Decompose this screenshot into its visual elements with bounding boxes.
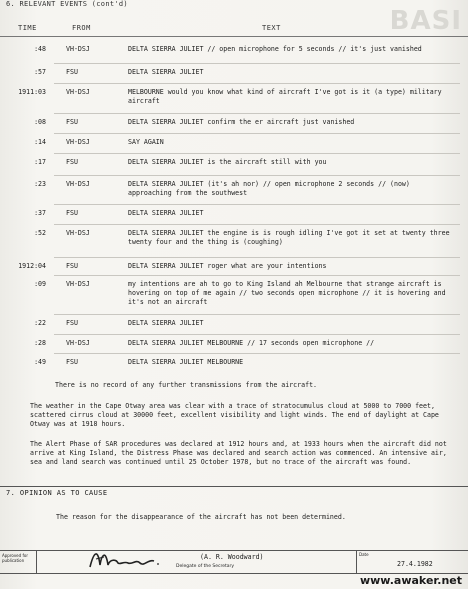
- row-divider: [54, 63, 460, 64]
- column-header-text: TEXT: [262, 24, 281, 32]
- event-from: FSU: [66, 262, 78, 270]
- event-text: DELTA SIERRA JULIET roger what are your intentions: [128, 262, 327, 270]
- event-time: :37: [34, 209, 46, 217]
- event-text: DELTA SIERRA JULIET confirm the er aircraft just vanished: [128, 118, 355, 126]
- row-divider: [54, 133, 460, 134]
- row-divider: [54, 153, 460, 154]
- event-from: FSU: [66, 118, 78, 126]
- signatory-name: (A. R. Woodward): [200, 553, 264, 561]
- date-box: [356, 551, 468, 573]
- event-text: DELTA SIERRA JULIET: [128, 209, 204, 217]
- event-from: FSU: [66, 209, 78, 217]
- event-time: 1912:04: [18, 262, 46, 270]
- event-time: :08: [34, 118, 46, 126]
- handwritten-signature: [86, 545, 166, 579]
- section-7-title: 7. OPINION AS TO CAUSE: [6, 489, 108, 497]
- row-divider: [54, 353, 460, 354]
- event-time: :22: [34, 319, 46, 327]
- event-time: :48: [34, 45, 46, 53]
- event-from: VH-DSJ: [66, 138, 90, 146]
- row-divider: [54, 334, 460, 335]
- row-divider: [54, 113, 460, 114]
- event-from: FSU: [66, 68, 78, 76]
- column-header-time: TIME: [18, 24, 37, 32]
- row-divider: [54, 175, 460, 176]
- event-from: VH-DSJ: [66, 88, 90, 96]
- event-from: VH-DSJ: [66, 180, 90, 188]
- signatory-role: Delegate of the Secretary: [176, 564, 235, 569]
- event-from: VH-DSJ: [66, 45, 90, 53]
- column-header-from: FROM: [72, 24, 91, 32]
- footer-divider: [36, 551, 37, 573]
- event-time: :23: [34, 180, 46, 188]
- event-text: my intentions are ah to go to King Island ah Melbourne that strange aircraft is hovering on top of me again // two seconds open microphone // it is hovering and it's not an aircraft: [128, 280, 446, 306]
- event-text: DELTA SIERRA JULIET (it's ah nor) // open microphone 2 seconds // (now) approaching from the southwest: [128, 180, 410, 197]
- event-from: FSU: [66, 358, 78, 366]
- event-text: DELTA SIERRA JULIET: [128, 319, 204, 327]
- opinion-text: The reason for the disappearance of the aircraft has not been determined.: [56, 513, 346, 521]
- event-time: :17: [34, 158, 46, 166]
- section-7: [0, 486, 468, 497]
- date-value: 27.4.1982: [397, 560, 433, 568]
- paragraph-sar: The Alert Phase of SAR procedures was declared at 1912 hours and, at 1933 hours when the aircraft did not arrive at King Island, the Distress Phase was declared and search action was commenced. An intensive air, sea and land search was continued until 25 October 1978, but no trace of the aircraft was found.: [30, 440, 447, 466]
- row-divider: [54, 314, 460, 315]
- section-heading: 6. RELEVANT EVENTS (cont'd): [6, 0, 128, 8]
- watermark: www.awaker.net: [359, 574, 462, 587]
- event-time: :09: [34, 280, 46, 288]
- event-text: DELTA SIERRA JULIET the engine is is rough idling I've got it set at twenty three twenty four and the thing is (coughing): [128, 229, 450, 246]
- background-letterhead: BASI: [389, 6, 462, 36]
- event-text: DELTA SIERRA JULIET is the aircraft still with you: [128, 158, 327, 166]
- event-text: MELBOURNE would you know what kind of aircraft I've got is it (a type) military aircraft: [128, 88, 442, 105]
- event-time: :14: [34, 138, 46, 146]
- event-text: SAY AGAIN: [128, 138, 164, 146]
- event-from: VH-DSJ: [66, 339, 90, 347]
- event-text: DELTA SIERRA JULIET // open microphone for 5 seconds // it's just vanished: [128, 45, 422, 53]
- row-divider: [54, 83, 460, 84]
- event-text: DELTA SIERRA JULIET MELBOURNE // 17 seconds open microphone //: [128, 339, 375, 347]
- event-from: VH-DSJ: [66, 229, 90, 237]
- row-divider: [54, 257, 460, 258]
- event-time: :57: [34, 68, 46, 76]
- row-divider: [54, 224, 460, 225]
- event-text: DELTA SIERRA JULIET MELBOURNE: [128, 358, 244, 366]
- signature-block: [0, 550, 468, 574]
- date-label: Date: [359, 552, 369, 557]
- paragraph-weather: The weather in the Cape Otway area was clear with a trace of stratocumulus cloud at 5000 to 7000 feet, scattered cirrus cloud at 30000 feet, excellent visibility and light winds. The end of daylight at Cape Otway was at 1918 hours.: [30, 402, 439, 428]
- event-time: 1911:03: [18, 88, 46, 96]
- event-time: :52: [34, 229, 46, 237]
- header-rule: [0, 36, 468, 37]
- row-divider: [54, 275, 460, 276]
- event-text: DELTA SIERRA JULIET: [128, 68, 204, 76]
- event-time: :28: [34, 339, 46, 347]
- event-from: FSU: [66, 158, 78, 166]
- paragraph-no-record: There is no record of any further transmissions from the aircraft.: [55, 381, 318, 389]
- event-from: VH-DSJ: [66, 280, 90, 288]
- approved-label: Approved for publication: [2, 553, 28, 563]
- row-divider: [54, 204, 460, 205]
- event-from: FSU: [66, 319, 78, 327]
- event-time: :49: [34, 358, 46, 366]
